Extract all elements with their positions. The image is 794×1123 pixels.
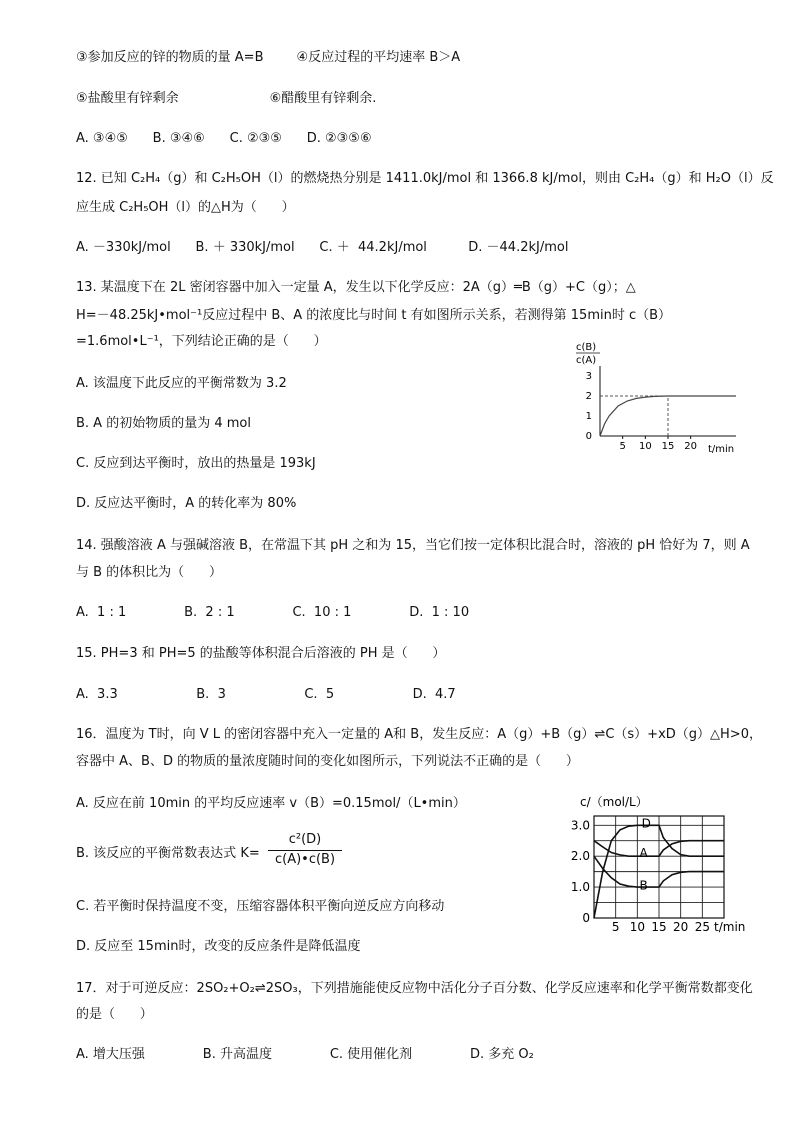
chart13-xlabel: t/min <box>708 444 735 455</box>
chart16-y-tick-label: 3.0 <box>570 818 590 833</box>
chart13-y-tick-label: 3 <box>585 371 592 382</box>
chart13-ylabel-bottom: c(A) <box>576 355 597 366</box>
q13-line1: 13. 某温度下在 2L 密闭容器中加入一定量 A，发生以下化学反应：2A（g）═B（g）+C（g）；△ <box>76 280 636 295</box>
chart16-series-label: B <box>639 878 648 893</box>
q15-line1: 15. PH=3 和 PH=5 的盐酸等体积混合后溶液的 PH 是（ ） <box>76 646 446 661</box>
q14-line2: 与 B 的体积比为（ ） <box>76 565 222 580</box>
q12-line2: 应生成 C₂H₅OH（l）的△H为（ ） <box>76 200 295 215</box>
q16-concentration-chart <box>560 788 756 938</box>
q17-line1: 17．对于可逆反应：2SO₂+O₂⇌2SO₃，下列措施能使反应物中活化分子百分数、化学反应速率和化学平衡常数都变化 <box>76 981 753 996</box>
chart13-ylabel-top: c(B) <box>576 342 597 353</box>
chart13-x-tick-label: 10 <box>638 441 652 452</box>
chart16-x-tick-label: 5 <box>611 920 620 934</box>
q16-option-d: D. 反应至 15min时，改变的反应条件是降低温度 <box>76 939 361 954</box>
q14-options: A. 1 : 1 B. 2 : 1 C. 10 : 1 D. 1 : 10 <box>76 605 470 620</box>
chart16-ylabel: c/（mol/L） <box>580 795 648 809</box>
chart16-x-tick-label: 20 <box>673 920 689 934</box>
chart13-y-tick-label: 2 <box>585 391 592 402</box>
q15-options: A. 3.3 B. 3 C. 5 D. 4.7 <box>76 687 456 702</box>
q16-option-c: C. 若平衡时保持温度不变，压缩容器体积平衡向逆反应方向移动 <box>76 899 445 914</box>
chart13-y-tick-label: 0 <box>585 431 592 442</box>
q16-line1: 16．温度为 T时，向 V L 的密闭容器中充入一定量的 A和 B，发生反应：A（g）+B（g）⇌C（s）+xD（g）△H>0， <box>76 727 762 742</box>
q13-line3: =1.6mol•L⁻¹，下列结论正确的是（ ） <box>76 334 327 349</box>
q16-option-b: B. 该反应的平衡常数表达式 K= <box>76 846 260 861</box>
q16-option-a: A. 反应在前 10min 的平均反应速率 v（B）=0.15mol/（L•min） <box>76 796 466 811</box>
chart16-x-tick-label: 25 <box>694 920 710 934</box>
chart13-y-tick-label: 1 <box>585 411 592 422</box>
chart16-x-tick-label: 10 <box>629 920 645 934</box>
chart13-x-tick-label: 5 <box>619 441 626 452</box>
q13-option-b: B. A 的初始物质的量为 4 mol <box>76 416 251 431</box>
q13-ratio-chart <box>568 338 744 458</box>
chart16-y-tick-label: 2.0 <box>570 849 590 864</box>
q17-options: A. 增大压强 B. 升高温度 C. 使用催化剂 D. 多充 O₂ <box>76 1047 534 1062</box>
q16-line2: 容器中 A、B、D 的物质的量浓度随时间的变化如图所示，下列说法不正确的是（ ） <box>76 754 579 769</box>
chart16-y-tick-label: 0 <box>582 911 590 925</box>
q13-line2: H=－48.25kJ•mol⁻¹反应过程中 B、A 的浓度比与时间 t 有如图所示关系，若测得第 15min时 c（B） <box>76 308 672 323</box>
chart16-series-label: D <box>641 816 651 831</box>
q13-option-c: C. 反应到达平衡时，放出的热量是 193kJ <box>76 456 316 471</box>
q17-line2: 的是（ ） <box>76 1007 153 1022</box>
chart13-x-tick-label: 20 <box>684 441 698 452</box>
q12-line1: 12. 已知 C₂H₄（g）和 C₂H₅OH（l）的燃烧热分别是 1411.0kJ/mol 和 1366.8 kJ/mol，则由 C₂H₄（g）和 H₂O（l）反 <box>76 171 774 186</box>
q16-k-fraction-bar <box>268 850 342 851</box>
chart13-x-tick-label: 15 <box>661 441 675 452</box>
q11-items-line2: ⑤盐酸里有锌剩余 ⑥醋酸里有锌剩余. <box>76 91 377 106</box>
chart16-series-label: A <box>639 846 648 861</box>
q16-k-numerator: c²(D) <box>288 832 322 847</box>
q16-k-expression <box>268 832 342 872</box>
chart16-x-tick-label: 15 <box>651 920 667 934</box>
q12-options: A. －330kJ/mol B. ＋ 330kJ/mol C. ＋ 44.2kJ/mol D. －44.2kJ/mol <box>76 240 569 255</box>
q11-items-line1: ③参加反应的锌的物质的量 A=B ④反应过程的平均速率 B＞A <box>76 50 461 65</box>
chart16-xlabel: t/min <box>714 920 746 934</box>
q16-k-denominator: c(A)•c(B) <box>274 852 336 867</box>
q14-line1: 14. 强酸溶液 A 与强碱溶液 B，在常温下其 pH 之和为 15，当它们按一定体积比混合时，溶液的 pH 恰好为 7，则 A <box>76 538 750 553</box>
q13-option-d: D. 反应达平衡时，A 的转化率为 80% <box>76 496 297 511</box>
q13-option-a: A. 该温度下此反应的平衡常数为 3.2 <box>76 376 287 391</box>
chart16-y-tick-label: 1.0 <box>570 880 590 895</box>
q11-options: A. ③④⑤ B. ③④⑥ C. ②③⑤ D. ②③⑤⑥ <box>76 131 372 146</box>
